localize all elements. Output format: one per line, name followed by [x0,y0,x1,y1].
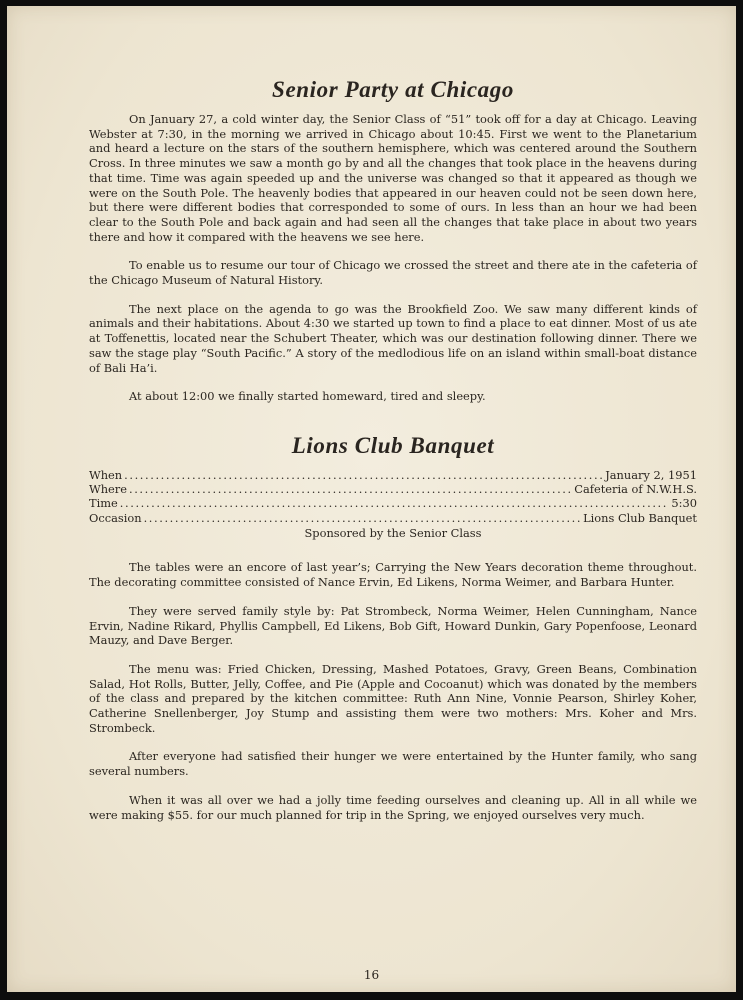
detail-row-time [89,496,697,510]
dot-leader [129,482,572,497]
paragraph: To enable us to resume our tour of Chicago we crossed the street and there ate in the cafeteria of the Chicago Museum of Natural History. [89,258,697,288]
paragraph: When it was all over we had a jolly time feeding ourselves and cleaning up. All in all while we were making $55. for our much planned for trip in the Spring, we enjoyed ourselves very much. [89,792,697,822]
dot-leader [124,468,603,483]
event-details [89,468,697,525]
detail-value: 5:30 [671,496,697,511]
detail-row-where [89,482,697,496]
page-content [89,76,697,836]
document-page [7,6,736,992]
detail-label: Time [89,496,118,511]
paragraph: At about 12:00 we finally started homeward, tired and sleepy. [129,389,486,404]
paragraph: The tables were an encore of last year’s; Carrying the New Years decoration theme throughout. The decorating committee consisted of Nance Ervin, Ed Likens, Norma Weimer, and Barbara Hunter. [89,560,697,590]
dot-leader [144,511,582,526]
detail-row-occasion [89,511,697,525]
paragraph: On January 27, a cold winter day, the Senior Class of “51” took off for a day at Chicago. Leaving Webster at 7:30, in the morning we arrived in Chicago about 10:45. First we went to the Planetarium and heard a lecture on the stars of the southern hemisphere, which was centered around the Southern Cross. In three minutes we saw a month go by and all the changes that took place in the heavens during that time. Time was again speeded up and the universe was changed so that it appeared as though we were on the South Pole. The heavenly bodies that appeared in our heaven could not be seen down here, but there were different bodies that corresponded to some of ours. In less than an hour we had been clear to the South Pole and back again and had seen all the changes that take place in about two years there and how it compared with the heavens we see here. [89,112,697,244]
paragraph: After everyone had satisfied their hunger we were entertained by the Hunter family, who sang several numbers. [89,749,697,779]
detail-value: Lions Club Banquet [583,510,697,525]
article-title-lions-club: Lions Club Banquet [291,432,495,458]
paragraph: They were served family style by: Pat Strombeck, Norma Weimer, Helen Cunningham, Nance Ervin, Nadine Rikard, Phyllis Campbell, Ed Likens, Bob Gift, Howard Dunkin, Gary Popenfoose, Leonard Mauzy, and Dave Berger. [89,603,697,648]
detail-value: January 2, 1951 [605,467,697,482]
sponsor-line: Sponsored by the Senior Class [304,525,482,540]
paragraph: The next place on the agenda to go was the Brookfield Zoo. We saw many different kinds of animals and their habitations. About 4:30 we started up town to find a place to eat dinner. Most of us ate at Toffenettis, located near the Schubert Theater, which was our destination following dinner. There we saw the stage play “South Pacific.” A story of the medlodious life on an island within small-boat distance of Bali Ha’i. [89,301,697,375]
detail-row-when [89,468,697,482]
paragraph: The menu was: Fried Chicken, Dressing, Mashed Potatoes, Gravy, Green Beans, Combination Salad, Hot Rolls, Butter, Jelly, Coffee, and Pie (Apple and Cocoanut) which was donated by the members of the class and prepared by the kitchen committee: Ruth Ann Nine, Vonnie Pearson, Shirley Koher, Catherine Snellenberger, Joy Stump and assisting them were two mothers: Mrs. Koher and Mrs. Strombeck. [89,661,697,735]
detail-label: When [89,467,123,482]
detail-label: Occasion [89,510,142,525]
dot-leader [120,496,670,511]
detail-value: Cafeteria of N.W.H.S. [574,482,697,497]
page-number: 16 [363,968,380,982]
article-title-senior-party: Senior Party at Chicago [272,77,514,102]
detail-label: Where [89,482,127,497]
